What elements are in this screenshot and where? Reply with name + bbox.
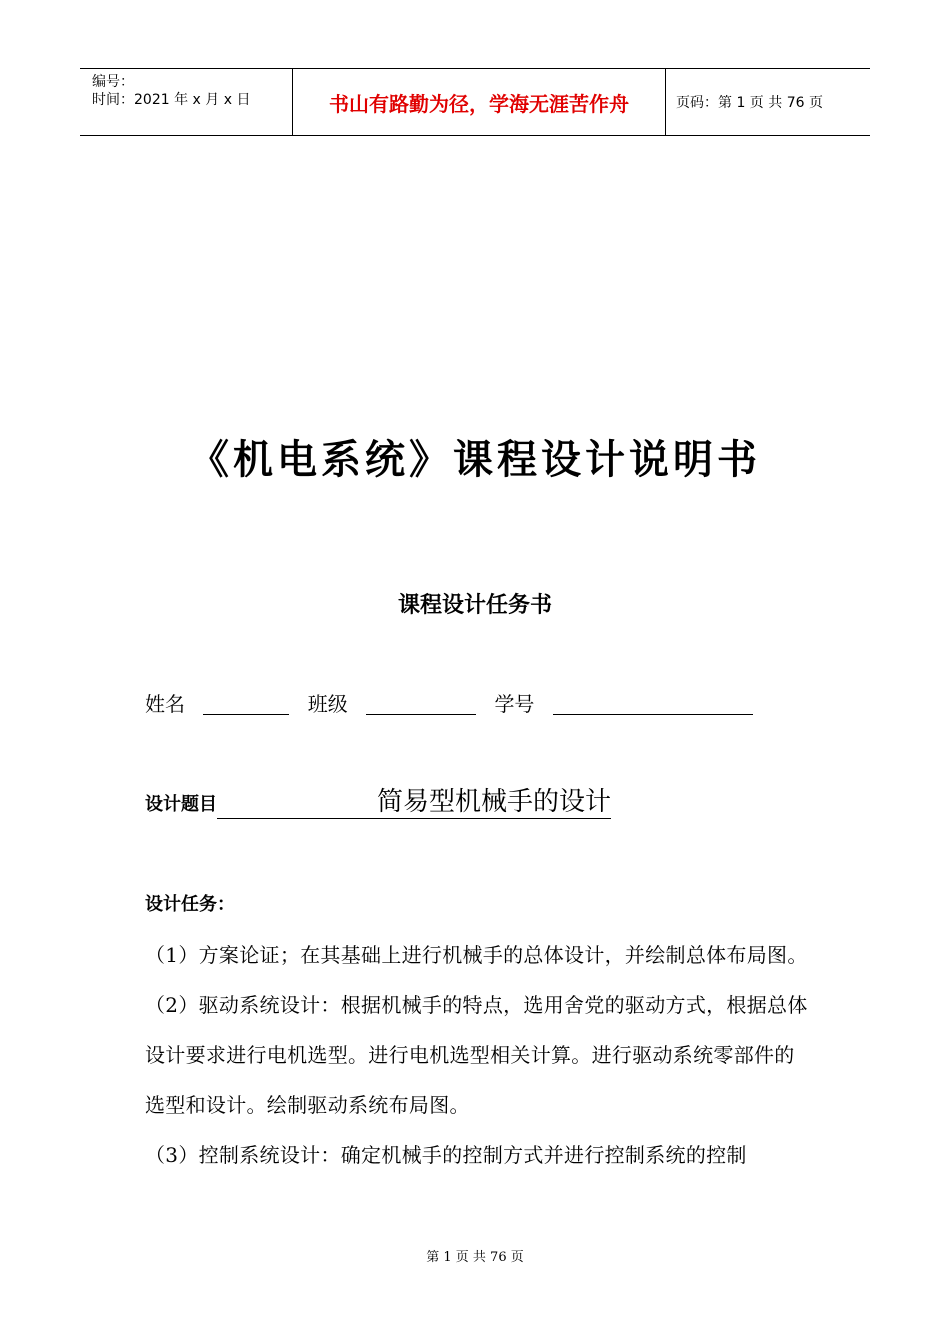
document-title: 《机电系统》课程设计说明书: [189, 437, 761, 483]
doc-time-label: 时间：2021 年 x 月 x 日: [92, 92, 251, 108]
topic-value: 简易型机械手的设计: [217, 786, 611, 819]
doc-number-label: 编号：: [92, 74, 134, 90]
class-blank[interactable]: [366, 692, 476, 715]
task-body: [145, 930, 809, 1180]
name-label: 姓名: [145, 692, 185, 716]
class-label: 班级: [307, 692, 348, 716]
header-meta: [80, 69, 293, 136]
name-blank[interactable]: [203, 692, 289, 715]
page-footer: 第 1 页 共 76 页: [426, 1250, 524, 1265]
student-id-blank[interactable]: [553, 692, 753, 715]
task-label: 设计任务：: [145, 894, 235, 915]
task-paragraph-2: （2）驱动系统设计：根据机械手的特点，选用舍党的驱动方式，根据总体设计要求进行电机选型。进行电机选型相关计算。进行驱动系统零部件的选型和设计。绘制驱动系统布局图。: [145, 993, 808, 1117]
page-header: [80, 68, 870, 136]
header-motto: 书山有路勤为径，学海无涯苦作舟: [329, 91, 629, 116]
topic-line: [145, 786, 845, 819]
student-id-label: 学号: [494, 692, 535, 716]
task-paragraph-3: （3）控制系统设计：确定机械手的控制方式并进行控制系统的控制: [145, 1143, 747, 1167]
document-subtitle: 课程设计任务书: [397, 593, 552, 618]
header-page-info: 页码：第 1 页 共 76 页: [676, 95, 823, 111]
header-motto-cell: [293, 69, 666, 136]
topic-label: 设计题目: [145, 794, 217, 815]
task-paragraph-1: （1）方案论证；在其基础上进行机械手的总体设计，并绘制总体布局图。: [145, 943, 808, 967]
student-info-line: [145, 688, 845, 717]
